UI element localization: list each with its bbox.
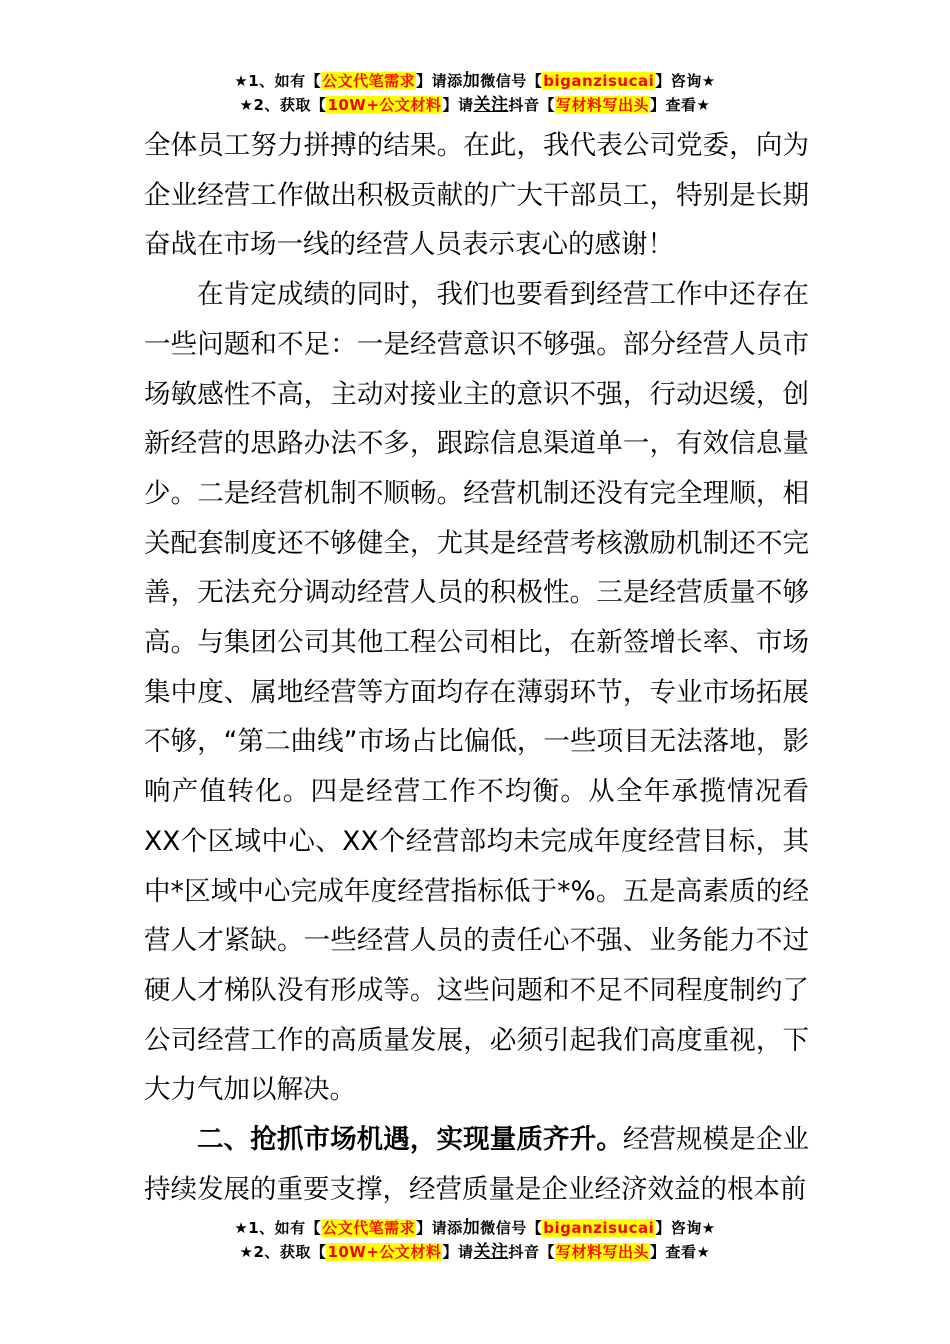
banner-text: 】咨询★: [655, 72, 716, 90]
banner-highlight: 写材料写出头: [555, 96, 649, 114]
banner-text: ★1、如有【: [234, 1219, 322, 1237]
banner-highlight: 公文代笔需求: [322, 1219, 416, 1237]
banner-highlight: biganzisucai: [543, 1219, 655, 1237]
banner-text: 】查看★: [649, 96, 711, 114]
banner-text: 微信号【: [480, 1219, 543, 1237]
banner-highlight: 写材料写出头: [555, 1243, 649, 1261]
footer-banner: [0, 1216, 950, 1264]
banner-text: 】咨询★: [655, 1219, 716, 1237]
banner-line-1: [0, 69, 950, 93]
banner-text: 抖音【: [508, 1243, 555, 1261]
paragraph: 全体员工努力拼搏的结果。在此，我代表公司党委，向为企业经营工作做出积极贡献的广大干部员工，特别是长期奋战在市场一线的经营人员表示衷心的感谢！: [144, 130, 809, 261]
paragraph: 在肯定成绩的同时，我们也要看到经营工作中还存在一些问题和不足：一是经营意识不够强。部分经营人员市场敏感性不高，主动对接业主的意识不强，行动迟缓，创新经营的思路办法不多，跟踪信息渠道单一，有效信息量少。二是经营机制不顺畅。经营机制还没有完全理顺，相关配套制度还不够健全，尤其是经营考核激励机制还不完善，无法充分调动经营人员的积极性。三是经营质量不够高。与集团公司其他工程公司相比，在新签增长率、市场集中度、属地经营等方面均存在薄弱环节，专业市场拓展不够，“第二曲线”市场占比偏低，一些项目无法落地，影响产值转化。四是经营工作不均衡。从全年承揽情况看XX个区域中心、XX个经营部均未完成年度经营目标，其中*区域中心完成年度经营指标低于*%。五是高素质的经营人才紧缺。一些经营人员的责任心不强、业务能力不过硬人才梯队没有形成等。这些问题和不足不同程度制约了公司经营工作的高质量发展，必须引起我们高度重视，下大力气加以解决。: [144, 279, 809, 1106]
banner-line-2: [0, 93, 950, 117]
banner-text: ★2、获取【: [239, 96, 327, 114]
banner-emphasis: 加: [462, 71, 481, 91]
banner-text: 】请: [442, 1243, 474, 1261]
banner-line-2: [0, 1240, 950, 1264]
banner-text: 】请添: [416, 1219, 463, 1237]
banner-text: 抖音【: [508, 96, 555, 114]
banner-text: ★2、获取【: [239, 1243, 327, 1261]
banner-emphasis: 关注: [473, 1242, 509, 1262]
banner-text: 微信号【: [480, 72, 543, 90]
banner-emphasis: 关注: [473, 95, 509, 115]
banner-line-1: [0, 1216, 950, 1240]
paragraph: [144, 1115, 809, 1214]
banner-highlight: 10W+公文材料: [327, 1243, 442, 1261]
document-body: [144, 121, 809, 1214]
banner-text: 】查看★: [649, 1243, 711, 1261]
banner-highlight: 公文代笔需求: [322, 72, 416, 90]
section-heading: 二、抢抓市场机遇，实现量质齐升。: [197, 1124, 623, 1156]
banner-highlight: 10W+公文材料: [327, 96, 442, 114]
banner-highlight: biganzisucai: [543, 72, 655, 90]
banner-text: ★1、如有【: [234, 72, 322, 90]
banner-text: 】请添: [416, 72, 463, 90]
banner-emphasis: 加: [462, 1218, 481, 1238]
paragraph-text: 经营规模是企业持续发展的重要支撑，经营质量是企业经济效益的根本前: [144, 1124, 810, 1205]
header-banner: [0, 69, 950, 117]
banner-text: 】请: [442, 96, 474, 114]
